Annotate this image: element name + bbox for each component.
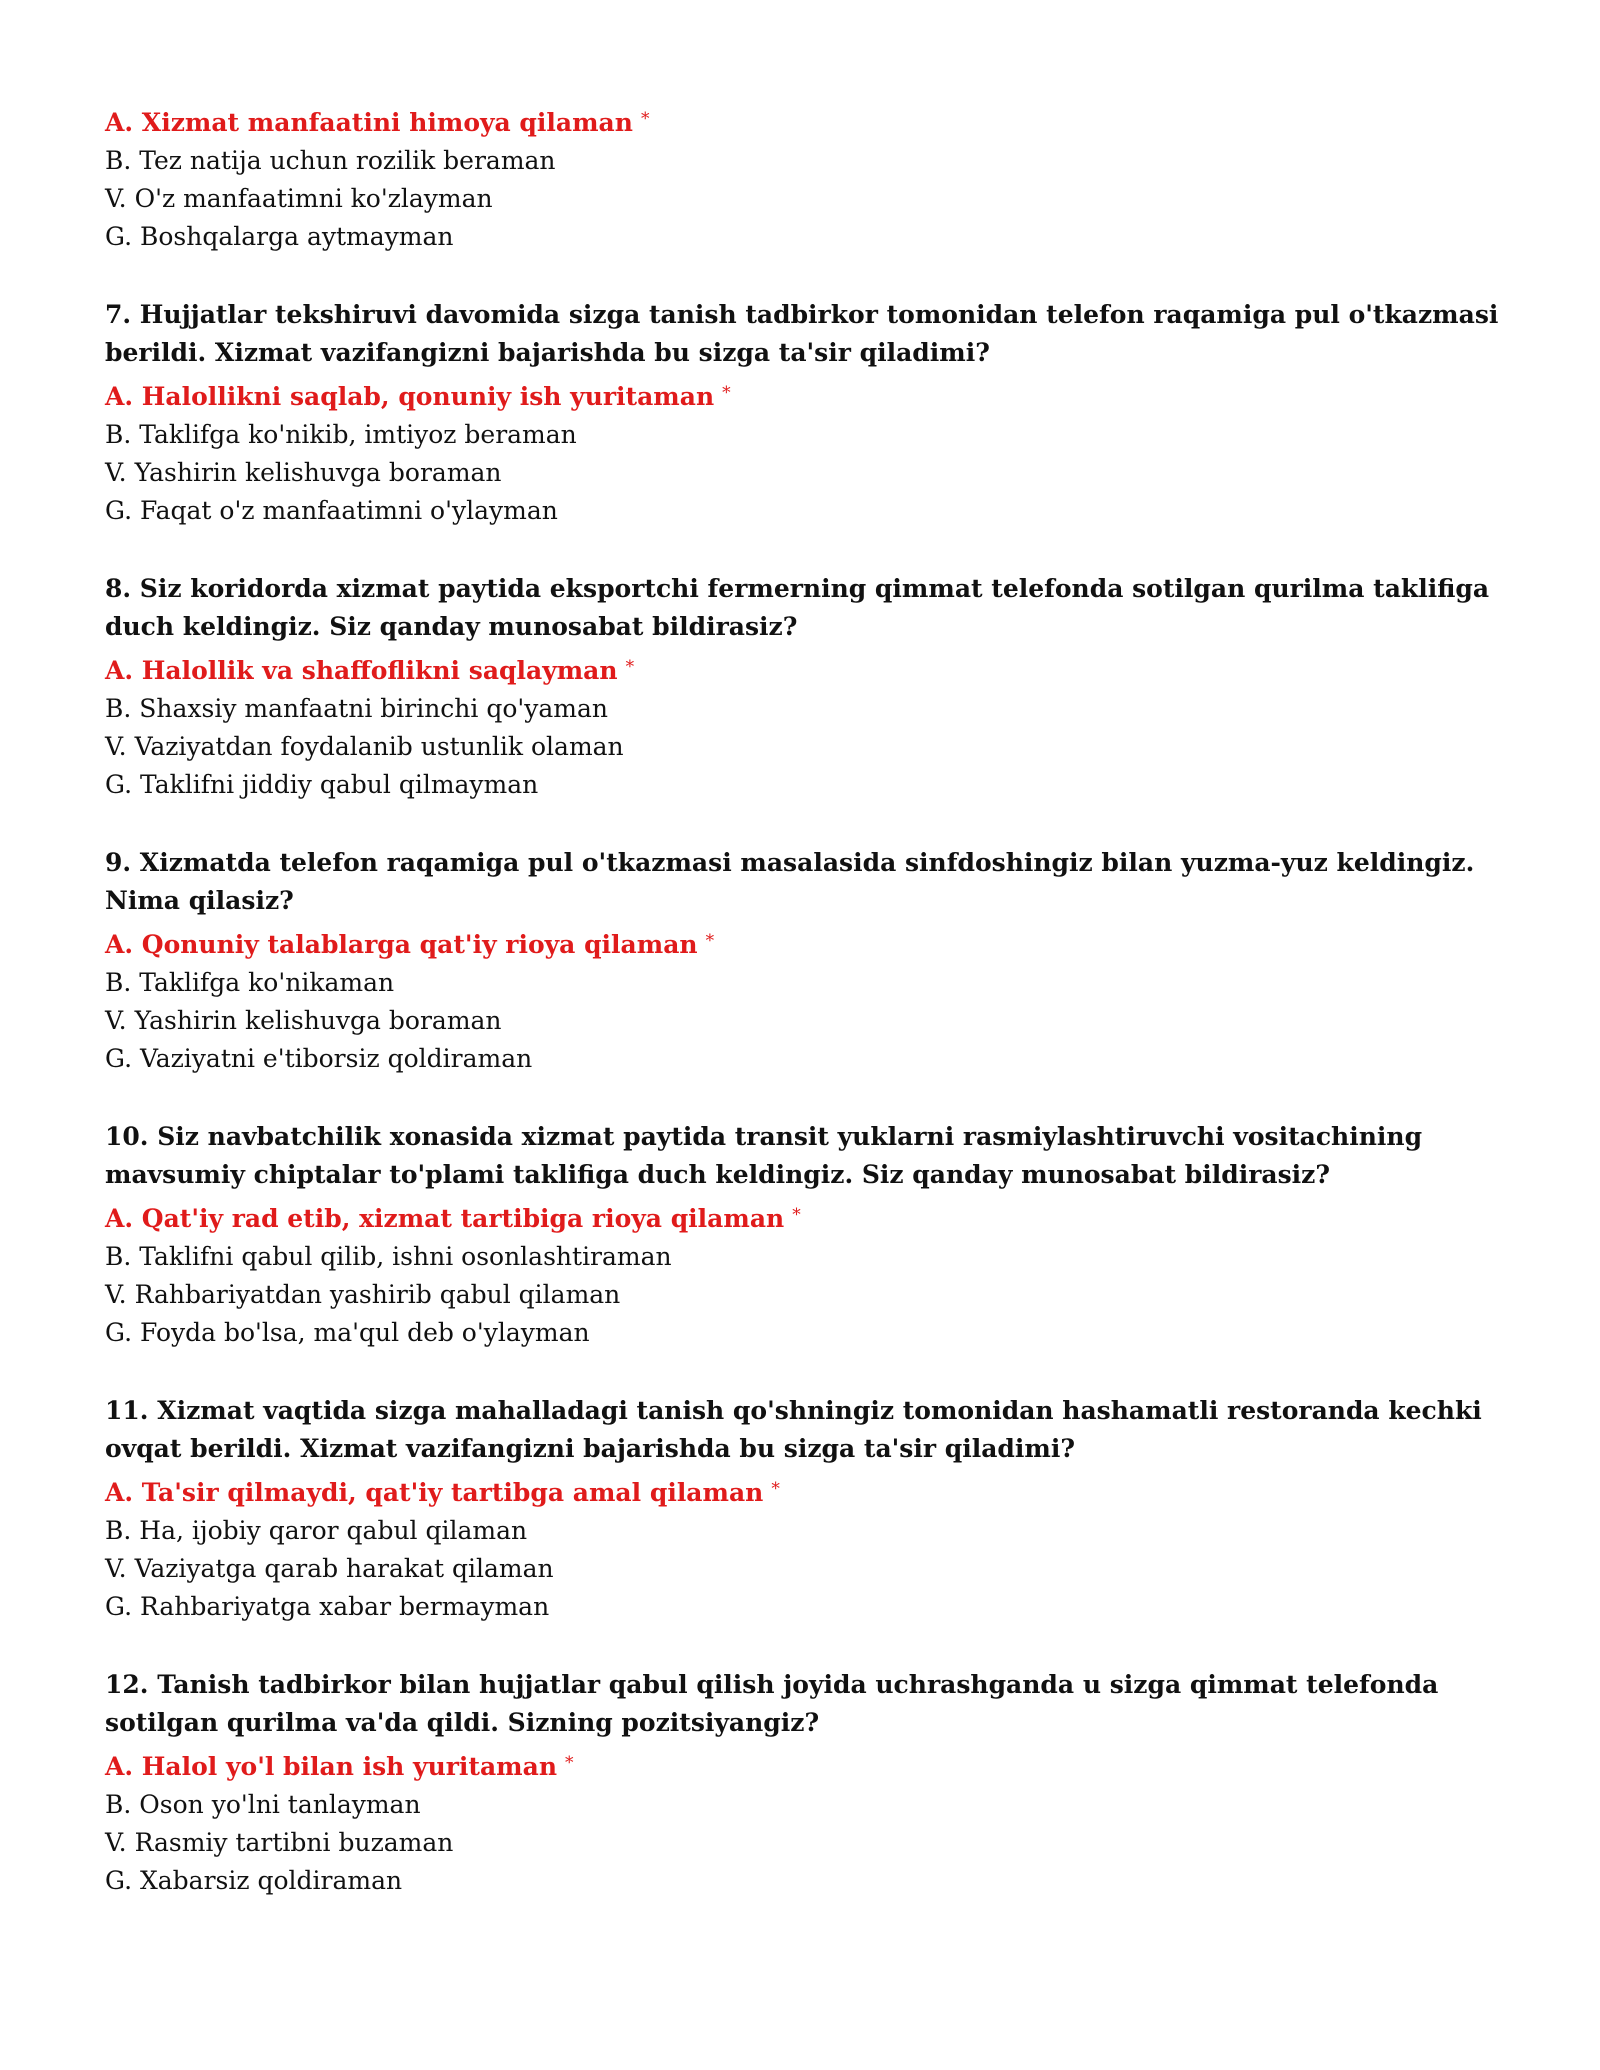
correct-mark: * [722, 383, 731, 403]
correct-mark: * [771, 1479, 780, 1499]
option-correct: A. Ta'sir qilmaydi, qat'iy tartibga amal qilaman * [105, 1478, 780, 1507]
option-correct: A. Qonuniy talablarga qat'iy rioya qilaman * [105, 930, 715, 959]
option: V. Rasmiy tartibni buzaman [105, 1828, 454, 1857]
option: G. Vaziyatni e'tiborsiz qoldiraman [105, 1044, 533, 1073]
option: B. Oson yo'lni tanlayman [105, 1790, 421, 1819]
correct-mark: * [565, 1753, 574, 1773]
question-text: 9. Xizmatda telefon raqamiga pul o'tkazmasi masalasida sinfdoshingiz bilan yuzma-yuz keldingiz. Nima qilasiz? [105, 848, 1475, 915]
correct-mark: * [625, 657, 635, 677]
option: V. O'z manfaatimni ko'zlayman [105, 184, 493, 213]
correct-mark: * [705, 931, 715, 951]
option: G. Boshqalarga aytmayman [105, 222, 454, 251]
question-text: 12. Tanish tadbirkor bilan hujjatlar qabul qilish joyida uchrashganda u sizga qimmat telefonda sotilgan qurilma va'da qildi. Sizning pozitsiyangiz? [105, 1670, 1439, 1737]
option: B. Tez natija uchun rozilik beraman [105, 146, 556, 175]
option: G. Rahbariyatga xabar bermayman [105, 1592, 550, 1621]
option: V. Vaziyatdan foydalanib ustunlik olaman [105, 732, 624, 761]
option-correct: A. Qat'iy rad etib, xizmat tartibiga rioya qilaman * [105, 1204, 801, 1233]
question-block-8 [105, 570, 1525, 804]
option: B. Ha, ijobiy qaror qabul qilaman [105, 1516, 528, 1545]
question-block-12 [105, 1666, 1525, 1900]
correct-mark: * [640, 109, 650, 129]
option: V. Rahbariyatdan yashirib qabul qilaman [105, 1280, 621, 1309]
option-correct: A. Xizmat manfaatini himoya qilaman * [105, 108, 650, 137]
question-block-11 [105, 1392, 1525, 1626]
question-text: 11. Xizmat vaqtida sizga mahalladagi tanish qo'shningiz tomonidan hashamatli restoranda kechki ovqat berildi. Xizmat vazifangizni bajarishda bu sizga ta'sir qiladimi? [105, 1396, 1482, 1463]
option: B. Taklifni qabul qilib, ishni osonlashtiraman [105, 1242, 672, 1271]
option-correct: A. Halol yo'l bilan ish yuritaman * [105, 1752, 574, 1781]
option: V. Yashirin kelishuvga boraman [105, 458, 502, 487]
question-text: 8. Siz koridorda xizmat paytida eksportchi fermerning qimmat telefonda sotilgan qurilma taklifiga duch keldingiz. Siz qanday munosabat bildirasiz? [105, 574, 1490, 641]
question-text: 10. Siz navbatchilik xonasida xizmat paytida transit yuklarni rasmiylashtiruvchi vositachining mavsumiy chiptalar to'plami taklifiga duch keldingiz. Siz qanday munosabat bildirasiz? [105, 1122, 1423, 1189]
option: B. Taklifga ko'nikib, imtiyoz beraman [105, 420, 577, 449]
question-text: 7. Hujjatlar tekshiruvi davomida sizga tanish tadbirkor tomonidan telefon raqamiga pul o'tkazmasi berildi. Xizmat vazifangizni bajarishda bu sizga ta'sir qiladimi? [105, 300, 1499, 367]
option-correct: A. Halollik va shaffoflikni saqlayman * [105, 656, 635, 685]
option: B. Taklifga ko'nikaman [105, 968, 395, 997]
correct-mark: * [792, 1205, 801, 1225]
option: G. Xabarsiz qoldiraman [105, 1866, 403, 1895]
option: V. Vaziyatga qarab harakat qilaman [105, 1554, 554, 1583]
question-block-9 [105, 844, 1525, 1078]
question-block-10 [105, 1118, 1525, 1352]
document-page [105, 100, 1525, 1900]
intro-options [105, 100, 1525, 256]
option: B. Shaxsiy manfaatni birinchi qo'yaman [105, 694, 609, 723]
question-block-7 [105, 296, 1525, 530]
option: G. Taklifni jiddiy qabul qilmayman [105, 770, 539, 799]
option: G. Faqat o'z manfaatimni o'ylayman [105, 496, 558, 525]
option: G. Foyda bo'lsa, ma'qul deb o'ylayman [105, 1318, 590, 1347]
option: V. Yashirin kelishuvga boraman [105, 1006, 502, 1035]
option-correct: A. Halollikni saqlab, qonuniy ish yuritaman * [105, 382, 731, 411]
